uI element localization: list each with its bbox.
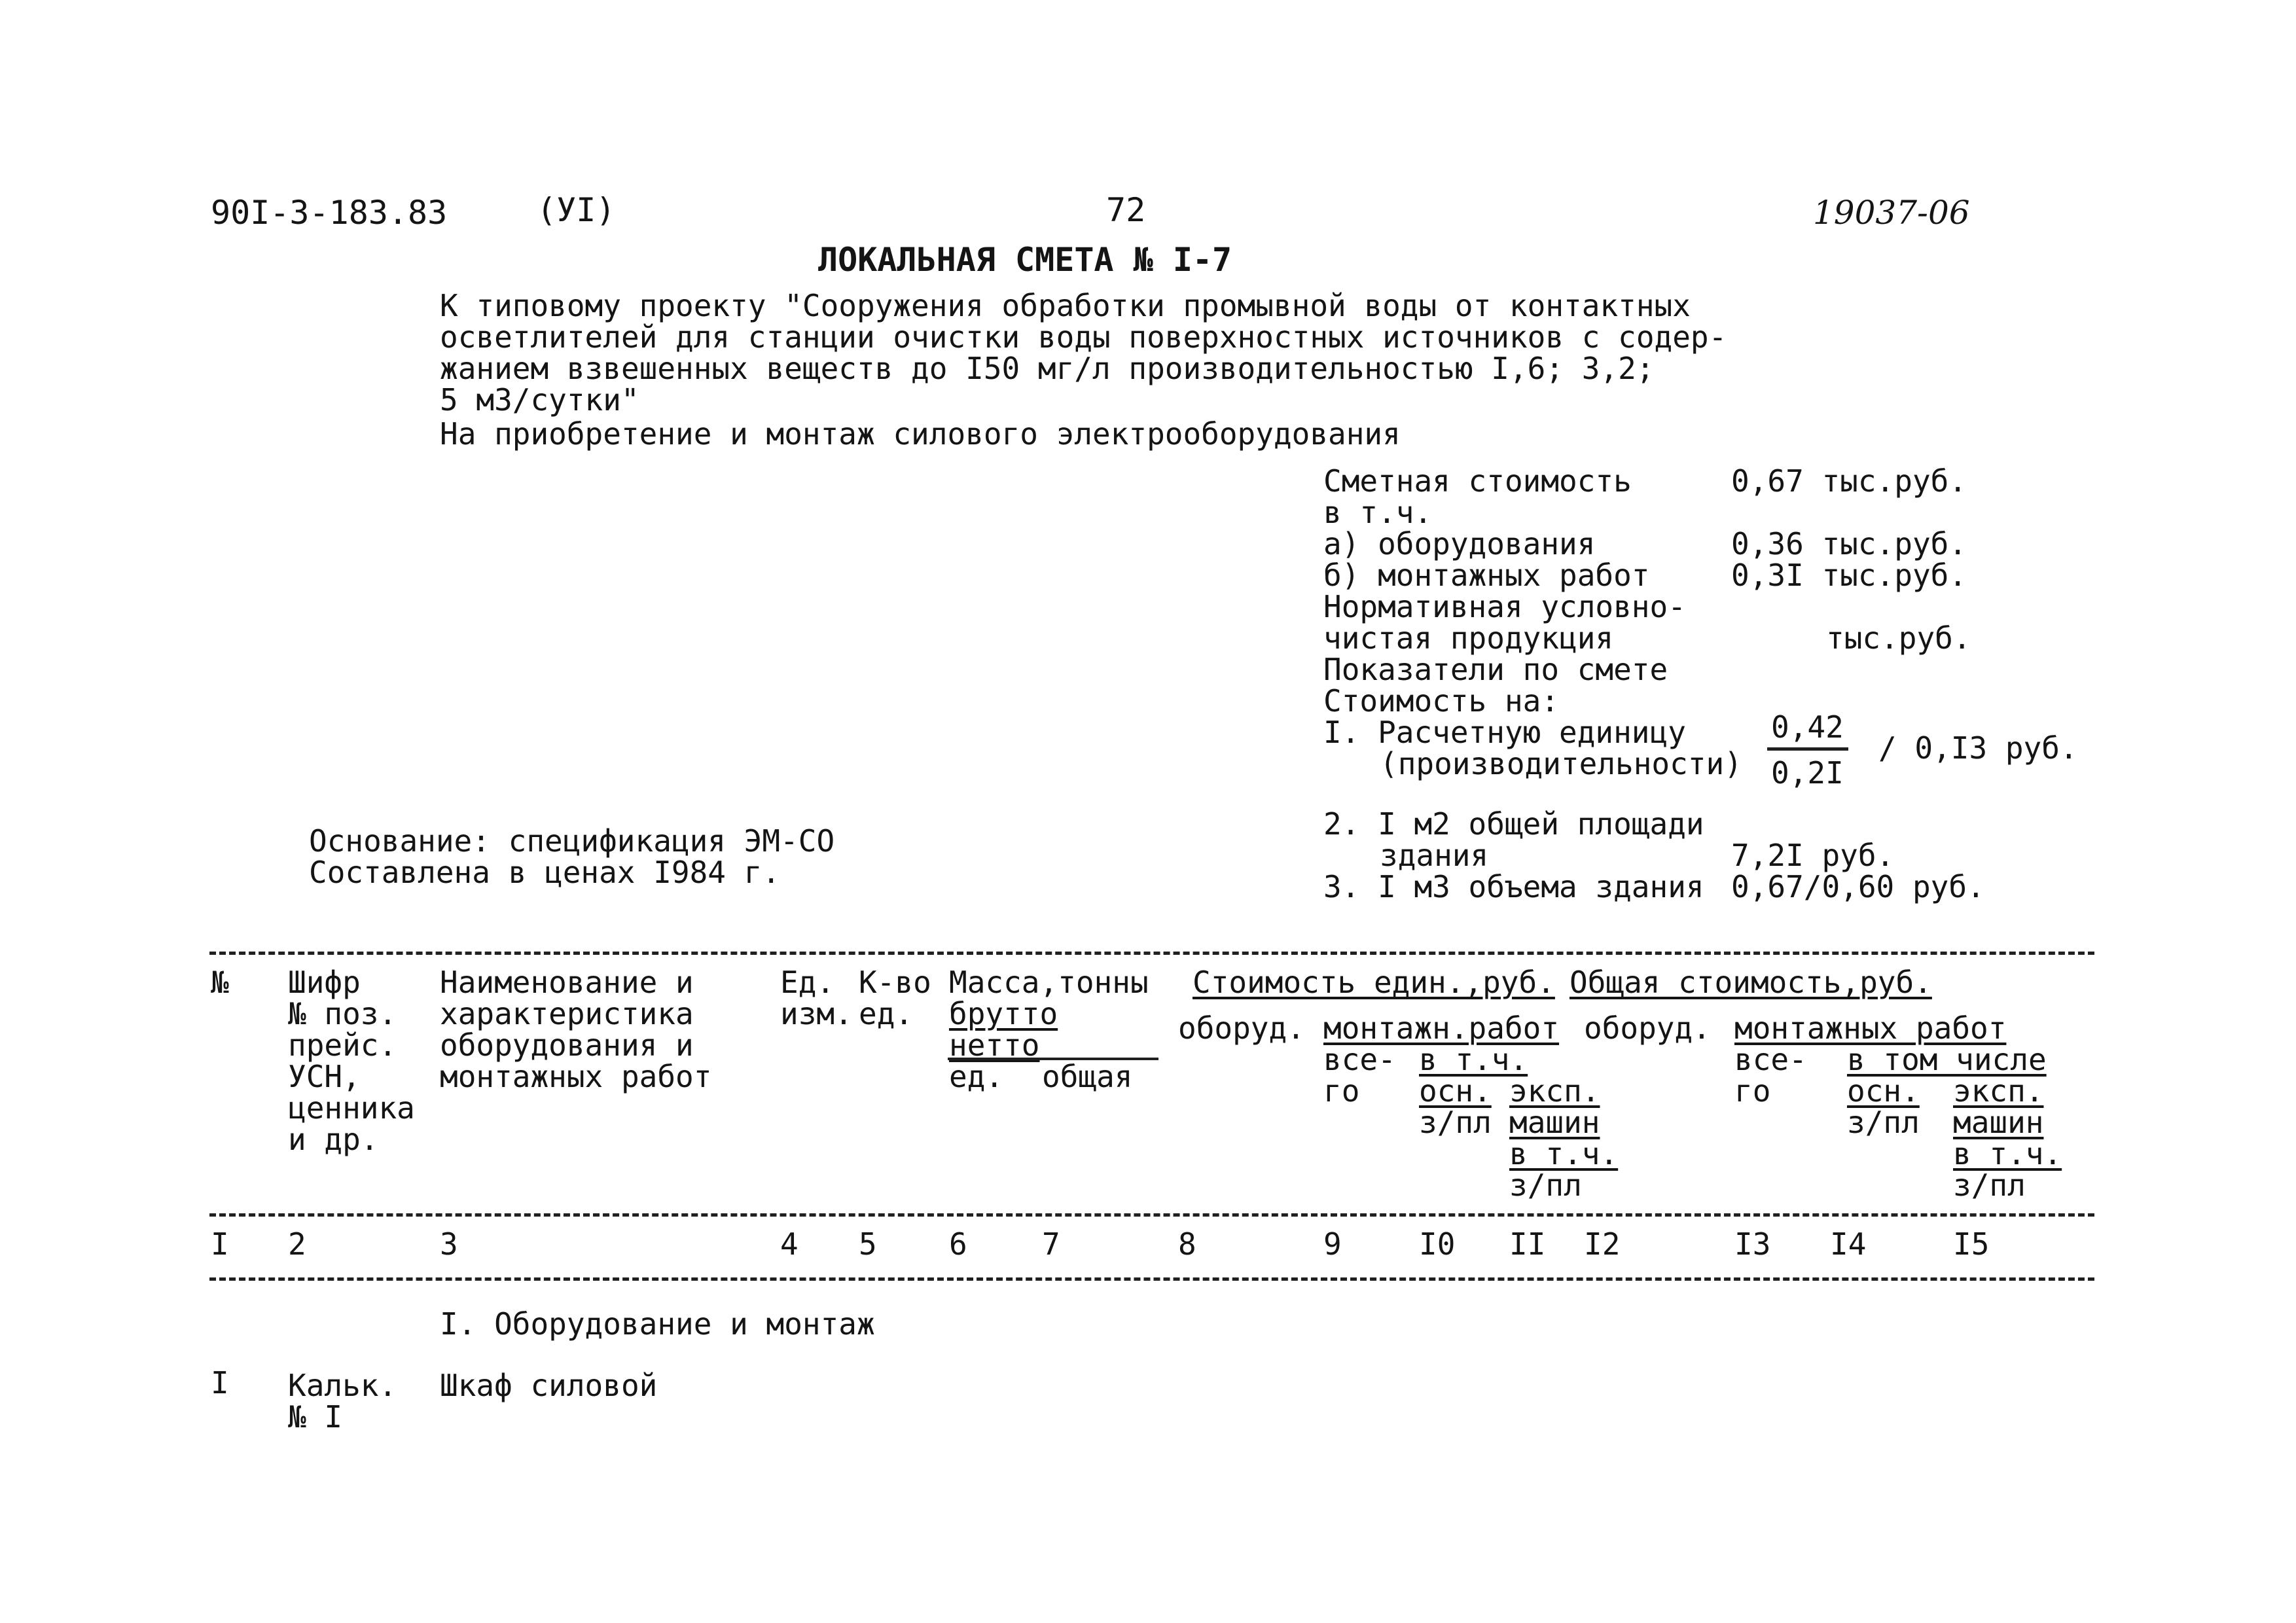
area-cost-label: здания bbox=[1380, 838, 1489, 873]
col-unit-mont-header: монтажн.работ bbox=[1323, 1010, 1560, 1046]
column-number: 7 bbox=[1042, 1226, 1060, 1262]
mass-subrule bbox=[948, 1058, 1158, 1060]
col-name-header: оборудования и bbox=[440, 1027, 694, 1063]
column-number: 9 bbox=[1323, 1226, 1342, 1262]
col-unit-osn: осн. bbox=[1419, 1073, 1492, 1109]
col-unit-osn: з/пл bbox=[1419, 1105, 1492, 1140]
indicators-label: Показатели по смете bbox=[1323, 652, 1668, 687]
col-code-header: и др. bbox=[288, 1122, 379, 1157]
area-cost-value: 7,2I руб. bbox=[1731, 838, 1895, 873]
col-number-header: № bbox=[211, 965, 229, 1000]
equipment-label: а) оборудования bbox=[1323, 526, 1596, 562]
intro-line: осветлителей для станции очистки воды поверхностных источников с содер- bbox=[440, 319, 1727, 355]
col-unit-eksp-zpl: з/пл bbox=[1509, 1168, 1582, 1203]
section-title: I. Оборудование и монтаж bbox=[440, 1306, 875, 1342]
norm-label: Нормативная условно- bbox=[1323, 589, 1686, 624]
column-number: I0 bbox=[1419, 1226, 1456, 1262]
album-number: (УI) bbox=[537, 191, 616, 229]
col-unit-eksp: машин bbox=[1509, 1105, 1600, 1140]
table-top-rule bbox=[209, 952, 2094, 955]
col-unit-header: изм. bbox=[780, 996, 853, 1031]
col-name-header: монтажных работ bbox=[440, 1059, 712, 1094]
row-number: I bbox=[211, 1365, 229, 1400]
col-qty-header: К-во bbox=[859, 965, 931, 1000]
intro-line: 5 м3/сутки" bbox=[440, 382, 639, 418]
incl-label: в т.ч. bbox=[1323, 495, 1433, 530]
column-number: I4 bbox=[1830, 1226, 1867, 1262]
intro-line: К типовому проекту "Сооружения обработки промывной воды от контактных bbox=[440, 288, 1691, 323]
page-title: ЛОКАЛЬНАЯ СМЕТА № I-7 bbox=[818, 241, 1232, 279]
col-total-mont-all: го bbox=[1734, 1073, 1771, 1109]
col-total-equip-header: оборуд. bbox=[1584, 1010, 1711, 1046]
header-bottom-rule bbox=[209, 1213, 2094, 1217]
column-number: II bbox=[1509, 1226, 1546, 1262]
page-number: 72 bbox=[1106, 191, 1146, 229]
volume-cost-value: 0,67/0,60 руб. bbox=[1731, 869, 1985, 904]
column-number: 3 bbox=[440, 1226, 458, 1262]
volume-cost-label: 3. I м3 объема здания bbox=[1323, 869, 1704, 904]
column-number: 2 bbox=[288, 1226, 306, 1262]
norm-value: тыс.руб. bbox=[1826, 620, 1971, 656]
unit-cost-label: I. Расчетную единицу bbox=[1323, 715, 1686, 750]
col-total-osn: з/пл bbox=[1847, 1105, 1920, 1140]
col-unit-header: Ед. bbox=[780, 965, 835, 1000]
col-qty-header: ед. bbox=[859, 996, 914, 1031]
row-code: Кальк. bbox=[288, 1368, 397, 1403]
intro-purpose: На приобретение и монтаж силового электрооборудования bbox=[440, 416, 1401, 452]
column-number: 8 bbox=[1178, 1226, 1196, 1262]
column-number: 5 bbox=[859, 1226, 877, 1262]
numbers-bottom-rule bbox=[209, 1277, 2094, 1281]
row-code: № I bbox=[288, 1399, 343, 1435]
col-name-header: характеристика bbox=[440, 996, 694, 1031]
col-mass-header: Масса,тонны bbox=[949, 965, 1149, 1000]
unit-cost-label: (производительности) bbox=[1380, 746, 1742, 781]
col-code-header: УСН, bbox=[288, 1059, 361, 1094]
intro-line: жанием взвешенных веществ до I50 мг/л производительностью I,6; 3,2; bbox=[440, 351, 1655, 386]
basis-line: Основание: спецификация ЭМ-СО bbox=[309, 823, 835, 859]
col-code-header: Шифр bbox=[288, 965, 361, 1000]
col-total-eksp: эксп. bbox=[1953, 1073, 2044, 1109]
col-unit-incl: в т.ч. bbox=[1419, 1042, 1528, 1077]
col-total-eksp-zpl: з/пл bbox=[1953, 1168, 2026, 1203]
column-number: I2 bbox=[1584, 1226, 1621, 1262]
column-number: I5 bbox=[1953, 1226, 1990, 1262]
unit-cost-numerator: 0,42 bbox=[1771, 709, 1844, 745]
col-code-header: прейс. bbox=[288, 1027, 397, 1063]
col-unit-eksp-incl: в т.ч. bbox=[1509, 1136, 1619, 1171]
area-cost-label: 2. I м2 общей площади bbox=[1323, 806, 1704, 842]
norm-label: чистая продукция bbox=[1323, 620, 1614, 656]
install-label: б) монтажных работ bbox=[1323, 558, 1650, 593]
col-name-header: Наименование и bbox=[440, 965, 694, 1000]
col-total-eksp: машин bbox=[1953, 1105, 2044, 1140]
col-total-mont-all: все- bbox=[1734, 1042, 1807, 1077]
col-total-osn: осн. bbox=[1847, 1073, 1920, 1109]
cost-on-label: Стоимость на: bbox=[1323, 683, 1560, 719]
column-number: 4 bbox=[780, 1226, 798, 1262]
doc-code: 90I-3-183.83 bbox=[211, 194, 448, 232]
col-total-mont-header: монтажных работ bbox=[1734, 1010, 2007, 1046]
equipment-value: 0,36 тыс.руб. bbox=[1731, 526, 1967, 562]
column-number: 6 bbox=[949, 1226, 967, 1262]
col-unit-cost-header: Стоимость един.,руб. bbox=[1193, 965, 1555, 1000]
col-mass-gross: брутто bbox=[949, 996, 1058, 1031]
col-mass-unit: ед. bbox=[949, 1059, 1004, 1094]
row-name: Шкаф силовой bbox=[440, 1368, 658, 1403]
unit-cost-denominator: 0,2I bbox=[1771, 755, 1844, 791]
col-unit-mont-all: все- bbox=[1323, 1042, 1396, 1077]
unit-cost-value: / 0,I3 руб. bbox=[1878, 730, 2078, 766]
registration-number: 19037-06 bbox=[1813, 194, 1970, 232]
basis-line: Составлена в ценах I984 г. bbox=[309, 855, 781, 890]
install-value: 0,3I тыс.руб. bbox=[1731, 558, 1967, 593]
estimate-label: Сметная стоимость bbox=[1323, 463, 1632, 499]
column-number: I3 bbox=[1734, 1226, 1771, 1262]
col-unit-eksp: эксп. bbox=[1509, 1073, 1600, 1109]
col-unit-mont-all: го bbox=[1323, 1073, 1360, 1109]
column-number: I bbox=[211, 1226, 229, 1262]
col-total-incl: в том числе bbox=[1847, 1042, 2047, 1077]
col-mass-net: нетто bbox=[949, 1027, 1040, 1063]
col-total-eksp-incl: в т.ч. bbox=[1953, 1136, 2062, 1171]
fraction-line bbox=[1767, 747, 1848, 751]
col-mass-total: общая bbox=[1042, 1059, 1133, 1094]
col-unit-equip-header: оборуд. bbox=[1178, 1010, 1305, 1046]
col-total-cost-header: Общая стоимость,руб. bbox=[1570, 965, 1932, 1000]
col-code-header: ценника bbox=[288, 1090, 415, 1126]
estimate-value: 0,67 тыс.руб. bbox=[1731, 463, 1967, 499]
col-code-header: № поз. bbox=[288, 996, 397, 1031]
